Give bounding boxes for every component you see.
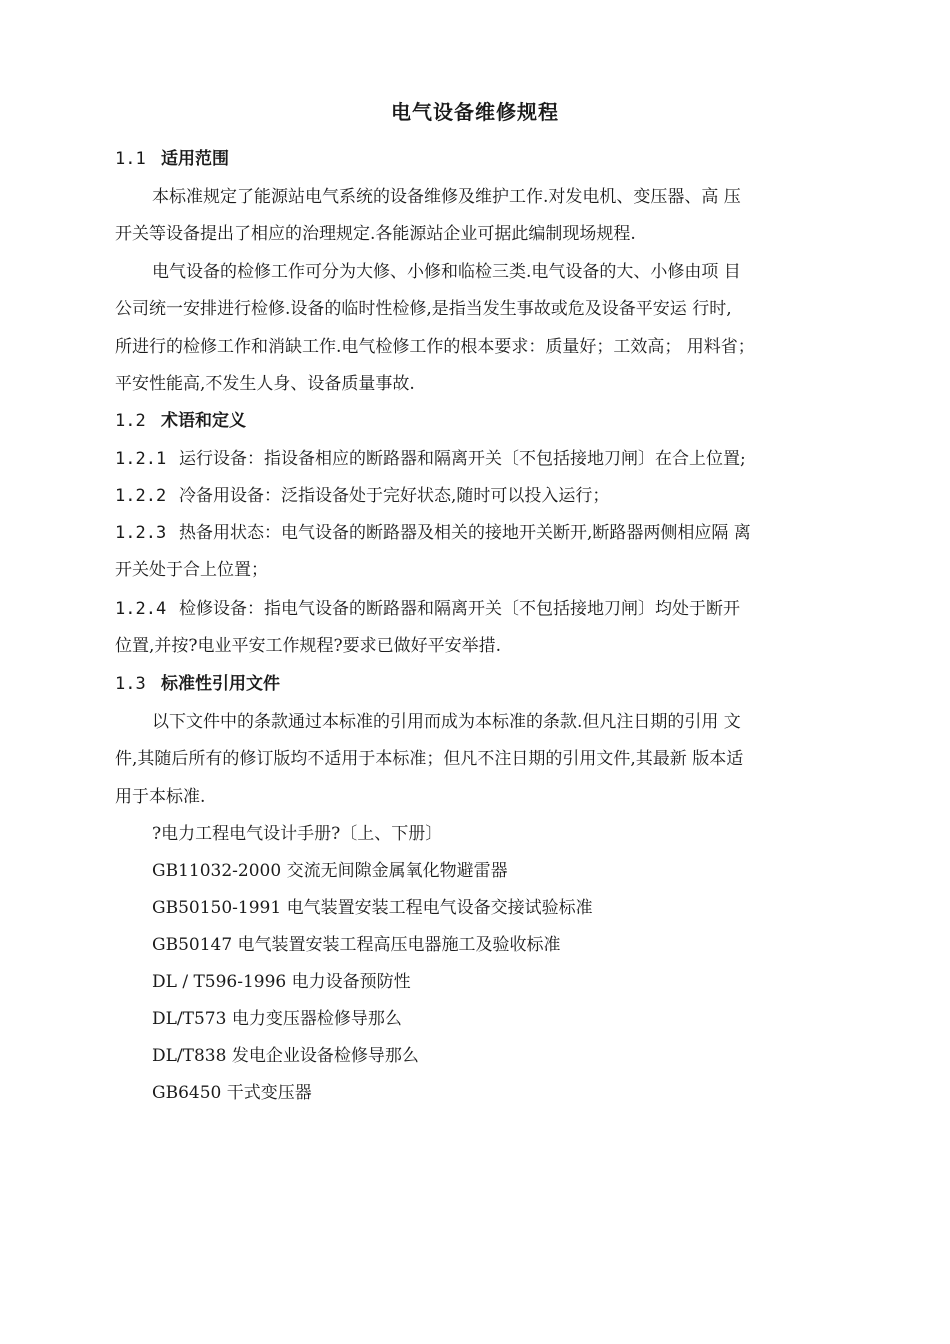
section-number: 1.1 — [115, 149, 146, 169]
paragraph-line: 用于本标准. — [115, 787, 206, 807]
section-heading-text: 术语和定义 — [161, 411, 246, 431]
section-heading-1-1 — [115, 147, 229, 171]
clause-text: 冷备用设备：泛指设备处于完好状态,随时可以投入运行； — [179, 486, 610, 506]
clause-number: 1.2.3 — [115, 523, 167, 543]
reference-item: ?电力工程电气设计手册?〔上、下册〕 — [152, 824, 443, 844]
paragraph-line: 电气设备的检修工作可分为大修、小修和临检三类.电气设备的大、小修由项 目 — [152, 262, 741, 282]
paragraph-line: 公司统一安排进行检修.设备的临时性检修,是指当发生事故或危及设备平安运 行时, — [115, 299, 732, 319]
reference-item: GB50150-1991 电气装置安装工程电气设备交接试验标准 — [152, 898, 593, 918]
clause-continuation: 位置,并按?电业平安工作规程?要求已做好平安举措. — [115, 636, 502, 656]
clause-continuation: 开关处于合上位置； — [115, 560, 268, 580]
paragraph-line: 开关等设备提出了相应的治理规定.各能源站企业可据此编制现场规程. — [115, 224, 636, 244]
clause-1-2-1 — [115, 447, 746, 471]
clause-number: 1.2.4 — [115, 599, 167, 619]
clause-1-2-4 — [115, 597, 740, 621]
clause-text: 运行设备：指设备相应的断路器和隔离开关〔不包括接地刀闸〕在合上位置; — [179, 449, 746, 469]
reference-item: DL/T573 电力变压器检修导那么 — [152, 1009, 402, 1029]
reference-item: DL/T838 发电企业设备检修导那么 — [152, 1046, 419, 1066]
section-heading-text: 标准性引用文件 — [161, 674, 280, 694]
reference-item: GB50147 电气装置安装工程高压电器施工及验收标准 — [152, 935, 561, 955]
section-number: 1.3 — [115, 674, 146, 694]
section-heading-1-2 — [115, 409, 246, 433]
paragraph-line: 平安性能高,不发生人身、设备质量事故. — [115, 374, 415, 394]
paragraph-line: 本标准规定了能源站电气系统的设备维修及维护工作.对发电机、变压器、高 压 — [152, 187, 741, 207]
clause-1-2-2 — [115, 484, 609, 508]
paragraph-line: 件,其随后所有的修订版均不适用于本标准；但凡不注日期的引用文件,其最新 版本适 — [115, 749, 744, 769]
document-title: 电气设备维修规程 — [391, 100, 559, 124]
section-heading-1-3 — [115, 672, 280, 696]
paragraph-line: 所进行的检修工作和消缺工作.电气检修工作的根本要求：质量好；工效高； 用料省； — [115, 337, 755, 357]
section-number: 1.2 — [115, 411, 146, 431]
paragraph-line: 以下文件中的条款通过本标准的引用而成为本标准的条款.但凡注日期的引用 文 — [152, 712, 741, 732]
reference-item: GB6450 干式变压器 — [152, 1083, 312, 1103]
clause-1-2-3 — [115, 521, 751, 545]
reference-item: DL / T596-1996 电力设备预防性 — [152, 972, 411, 992]
clause-number: 1.2.1 — [115, 449, 167, 469]
clause-text: 热备用状态：电气设备的断路器及相关的接地开关断开,断路器两侧相应隔 离 — [179, 523, 751, 543]
clause-number: 1.2.2 — [115, 486, 167, 506]
section-heading-text: 适用范围 — [161, 149, 229, 169]
clause-text: 检修设备：指电气设备的断路器和隔离开关〔不包括接地刀闸〕均处于断开 — [179, 599, 740, 619]
reference-item: GB11032-2000 交流无间隙金属氧化物避雷器 — [152, 861, 508, 881]
